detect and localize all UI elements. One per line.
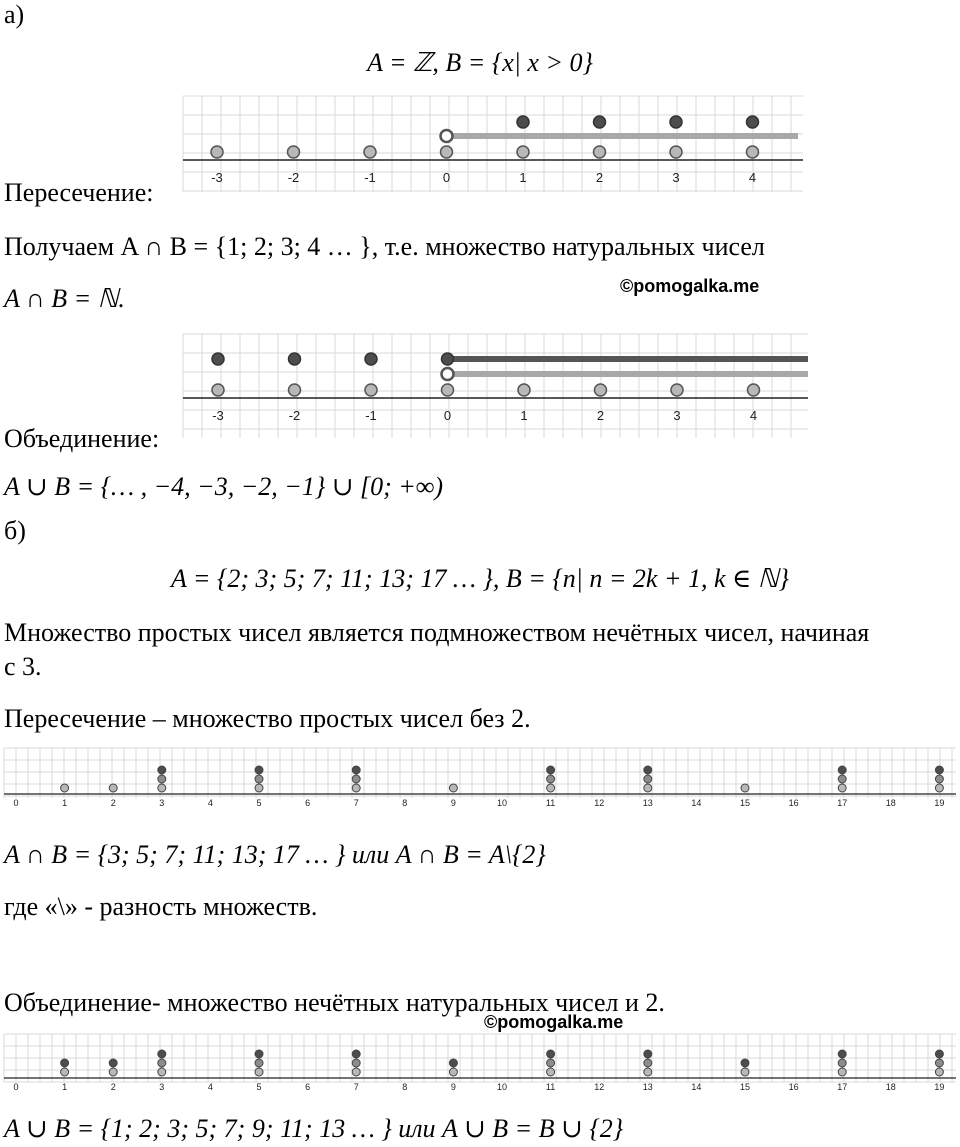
stack-point <box>449 1059 457 1067</box>
tick-label: 0 <box>13 1082 19 1092</box>
set-a-point <box>518 384 530 396</box>
b-union-result: A ∪ B = {1; 2; 3; 5; 7; 9; 11; 13 … } или A ∪ B = B ∪ {2} <box>4 1114 624 1143</box>
tick-label: 3 <box>159 1082 165 1092</box>
stack-point <box>838 1059 846 1067</box>
watermark-2: ©pomogalka.me <box>484 1012 624 1032</box>
stack-point <box>255 1059 263 1067</box>
tick-label: 14 <box>691 798 702 808</box>
tick-label: -1 <box>364 170 376 185</box>
tick-label: 2 <box>110 798 116 808</box>
ray-open-endpoint <box>441 130 453 142</box>
stack-point <box>935 1068 943 1076</box>
number-line-b-union <box>4 1034 956 1094</box>
stack-point <box>61 1068 69 1076</box>
stack-point <box>644 1059 652 1067</box>
set-a-point <box>289 384 301 396</box>
tick-label: 11 <box>545 1082 556 1092</box>
union-label: Объединение: <box>4 424 160 453</box>
intersection-label: Пересечение: <box>4 178 154 207</box>
intersection-point <box>747 116 759 128</box>
stack-point <box>352 766 360 774</box>
set-a-point <box>671 384 683 396</box>
stack-point <box>352 784 360 792</box>
stack-point <box>352 1050 360 1058</box>
tick-label: 15 <box>739 1082 751 1092</box>
tick-label: 4 <box>207 798 213 808</box>
stack-point <box>255 775 263 783</box>
set-a-point <box>594 146 606 158</box>
stack-point <box>644 1068 652 1076</box>
part-a-label: а) <box>4 0 25 29</box>
tick-label: 9 <box>450 1082 456 1092</box>
set-a-point <box>442 384 454 396</box>
stack-point <box>255 784 263 792</box>
tick-label: 10 <box>496 798 508 808</box>
stack-point <box>352 775 360 783</box>
set-a-point <box>595 384 607 396</box>
stack-point <box>547 775 555 783</box>
tick-label: 14 <box>691 1082 702 1092</box>
tick-label: 16 <box>788 798 799 808</box>
intersection-point <box>670 116 682 128</box>
stack-point <box>158 1068 166 1076</box>
tick-label: 12 <box>594 1082 605 1092</box>
set-a-point <box>748 384 760 396</box>
tick-label: 18 <box>885 1082 896 1092</box>
tick-label: 3 <box>159 798 165 808</box>
tick-label: 4 <box>749 408 758 423</box>
stack-point <box>158 775 166 783</box>
number-line-b-intersection <box>4 748 956 810</box>
stack-point <box>935 1059 943 1067</box>
tick-label: 16 <box>788 1082 799 1092</box>
tick-label: 6 <box>305 798 311 808</box>
union-point <box>442 353 454 365</box>
watermark: ©pomogalka.me <box>620 276 760 296</box>
set-a-point <box>211 146 223 158</box>
tick-label: 11 <box>545 798 556 808</box>
stack-point <box>352 1068 360 1076</box>
stack-point <box>449 784 457 792</box>
stack-point <box>352 1059 360 1067</box>
tick-label: 13 <box>642 1082 653 1092</box>
tick-label: 8 <box>402 1082 408 1092</box>
difference-note: где «\» - разность множеств. <box>4 892 318 921</box>
stack-point <box>838 766 846 774</box>
tick-label: -2 <box>288 408 301 423</box>
set-a-point <box>364 146 376 158</box>
stack-point <box>109 784 117 792</box>
stack-point <box>547 784 555 792</box>
tick-label: 4 <box>207 1082 213 1092</box>
stack-point <box>61 1059 69 1067</box>
stack-point <box>644 766 652 774</box>
subset-text-line1: Множество простых чисел является подмножеством нечётных чисел, начиная <box>4 618 870 647</box>
tick-label: 12 <box>594 798 605 808</box>
tick-label: 3 <box>673 408 681 423</box>
tick-label: 2 <box>595 170 604 185</box>
b-union-text: Объединение- множество нечётных натуральных чисел и 2. <box>4 988 665 1017</box>
tick-label: 10 <box>496 1082 508 1092</box>
b-intersection-result: A ∩ B = {3; 5; 7; 11; 13; 17 … } или A ∩ B = A\{2} <box>4 840 546 869</box>
tick-label: 7 <box>353 1082 359 1092</box>
stack-point <box>547 1059 555 1067</box>
stack-point <box>158 766 166 774</box>
part-b-label: б) <box>4 516 26 545</box>
union-result: A ∪ B = {… , −4, −3, −2, −1} ∪ [0; +∞) <box>4 472 444 501</box>
tick-label: 17 <box>837 798 848 808</box>
stack-point <box>109 1059 117 1067</box>
tick-label: 5 <box>256 798 262 808</box>
set-a-point <box>747 146 759 158</box>
stack-point <box>61 784 69 792</box>
tick-label: 5 <box>256 1082 262 1092</box>
tick-label: 0 <box>443 408 452 423</box>
stack-point <box>935 766 943 774</box>
stack-point <box>935 1050 943 1058</box>
tick-label: -1 <box>365 408 377 423</box>
intersection-natural: A ∩ B = ℕ. <box>4 284 125 313</box>
stack-point <box>547 766 555 774</box>
tick-label: 3 <box>672 170 680 185</box>
tick-label: 7 <box>353 798 359 808</box>
part-b-sets: A = {2; 3; 5; 7; 11; 13; 17 … }, B = {n| n = 2k + 1, k ∈ ℕ} <box>171 564 789 593</box>
tick-label: 6 <box>305 1082 311 1092</box>
tick-label: 13 <box>642 798 653 808</box>
tick-label: 1 <box>519 170 527 185</box>
stack-point <box>547 1050 555 1058</box>
tick-label: 2 <box>596 408 605 423</box>
tick-label: -2 <box>287 170 300 185</box>
union-point <box>289 353 301 365</box>
stack-point <box>838 784 846 792</box>
stack-point <box>935 784 943 792</box>
subset-text-line2: с 3. <box>4 652 42 681</box>
stack-point <box>741 784 749 792</box>
tick-label: 18 <box>885 798 896 808</box>
set-a-point <box>517 146 529 158</box>
tick-label: -3 <box>211 170 223 185</box>
number-line-a-intersection <box>183 96 803 204</box>
intersection-result: Получаем A ∩ B = {1; 2; 3; 4 … }, т.е. множество натуральных чисел <box>4 232 765 261</box>
stack-point <box>109 1068 117 1076</box>
tick-label: 2 <box>110 1082 116 1092</box>
stack-point <box>158 784 166 792</box>
stack-point <box>644 775 652 783</box>
tick-label: 1 <box>62 798 68 808</box>
union-point <box>365 353 377 365</box>
b-intersection-text: Пересечение – множество простых чисел без 2. <box>4 704 531 733</box>
tick-label: 17 <box>837 1082 848 1092</box>
set-a-point <box>288 146 300 158</box>
tick-label: 0 <box>13 798 19 808</box>
tick-label: 8 <box>402 798 408 808</box>
tick-label: 1 <box>62 1082 68 1092</box>
tick-label: 19 <box>934 798 945 808</box>
stack-point <box>158 1059 166 1067</box>
stack-point <box>255 1050 263 1058</box>
stack-point <box>838 1068 846 1076</box>
stack-point <box>644 784 652 792</box>
tick-label: 15 <box>739 798 751 808</box>
set-a-point <box>670 146 682 158</box>
tick-label: 1 <box>520 408 528 423</box>
tick-label: 9 <box>450 798 456 808</box>
stack-point <box>547 1068 555 1076</box>
stack-point <box>741 1068 749 1076</box>
tick-label: 19 <box>934 1082 945 1092</box>
stack-point <box>935 775 943 783</box>
intersection-point <box>517 116 529 128</box>
stack-point <box>838 1050 846 1058</box>
stack-point <box>255 1068 263 1076</box>
set-a-point <box>441 146 453 158</box>
union-point <box>212 353 224 365</box>
stack-point <box>255 766 263 774</box>
part-a-sets: A = ℤ, B = {x| x > 0} <box>367 48 593 77</box>
set-a-point <box>365 384 377 396</box>
stack-point <box>449 1068 457 1076</box>
set-a-point <box>212 384 224 396</box>
intersection-point <box>594 116 606 128</box>
tick-label: 4 <box>748 170 757 185</box>
ray-open-endpoint <box>442 368 454 380</box>
stack-point <box>644 1050 652 1058</box>
tick-label: -3 <box>212 408 224 423</box>
stack-point <box>741 1059 749 1067</box>
stack-point <box>838 775 846 783</box>
number-line-a-union <box>183 334 808 442</box>
tick-label: 0 <box>442 170 451 185</box>
stack-point <box>158 1050 166 1058</box>
